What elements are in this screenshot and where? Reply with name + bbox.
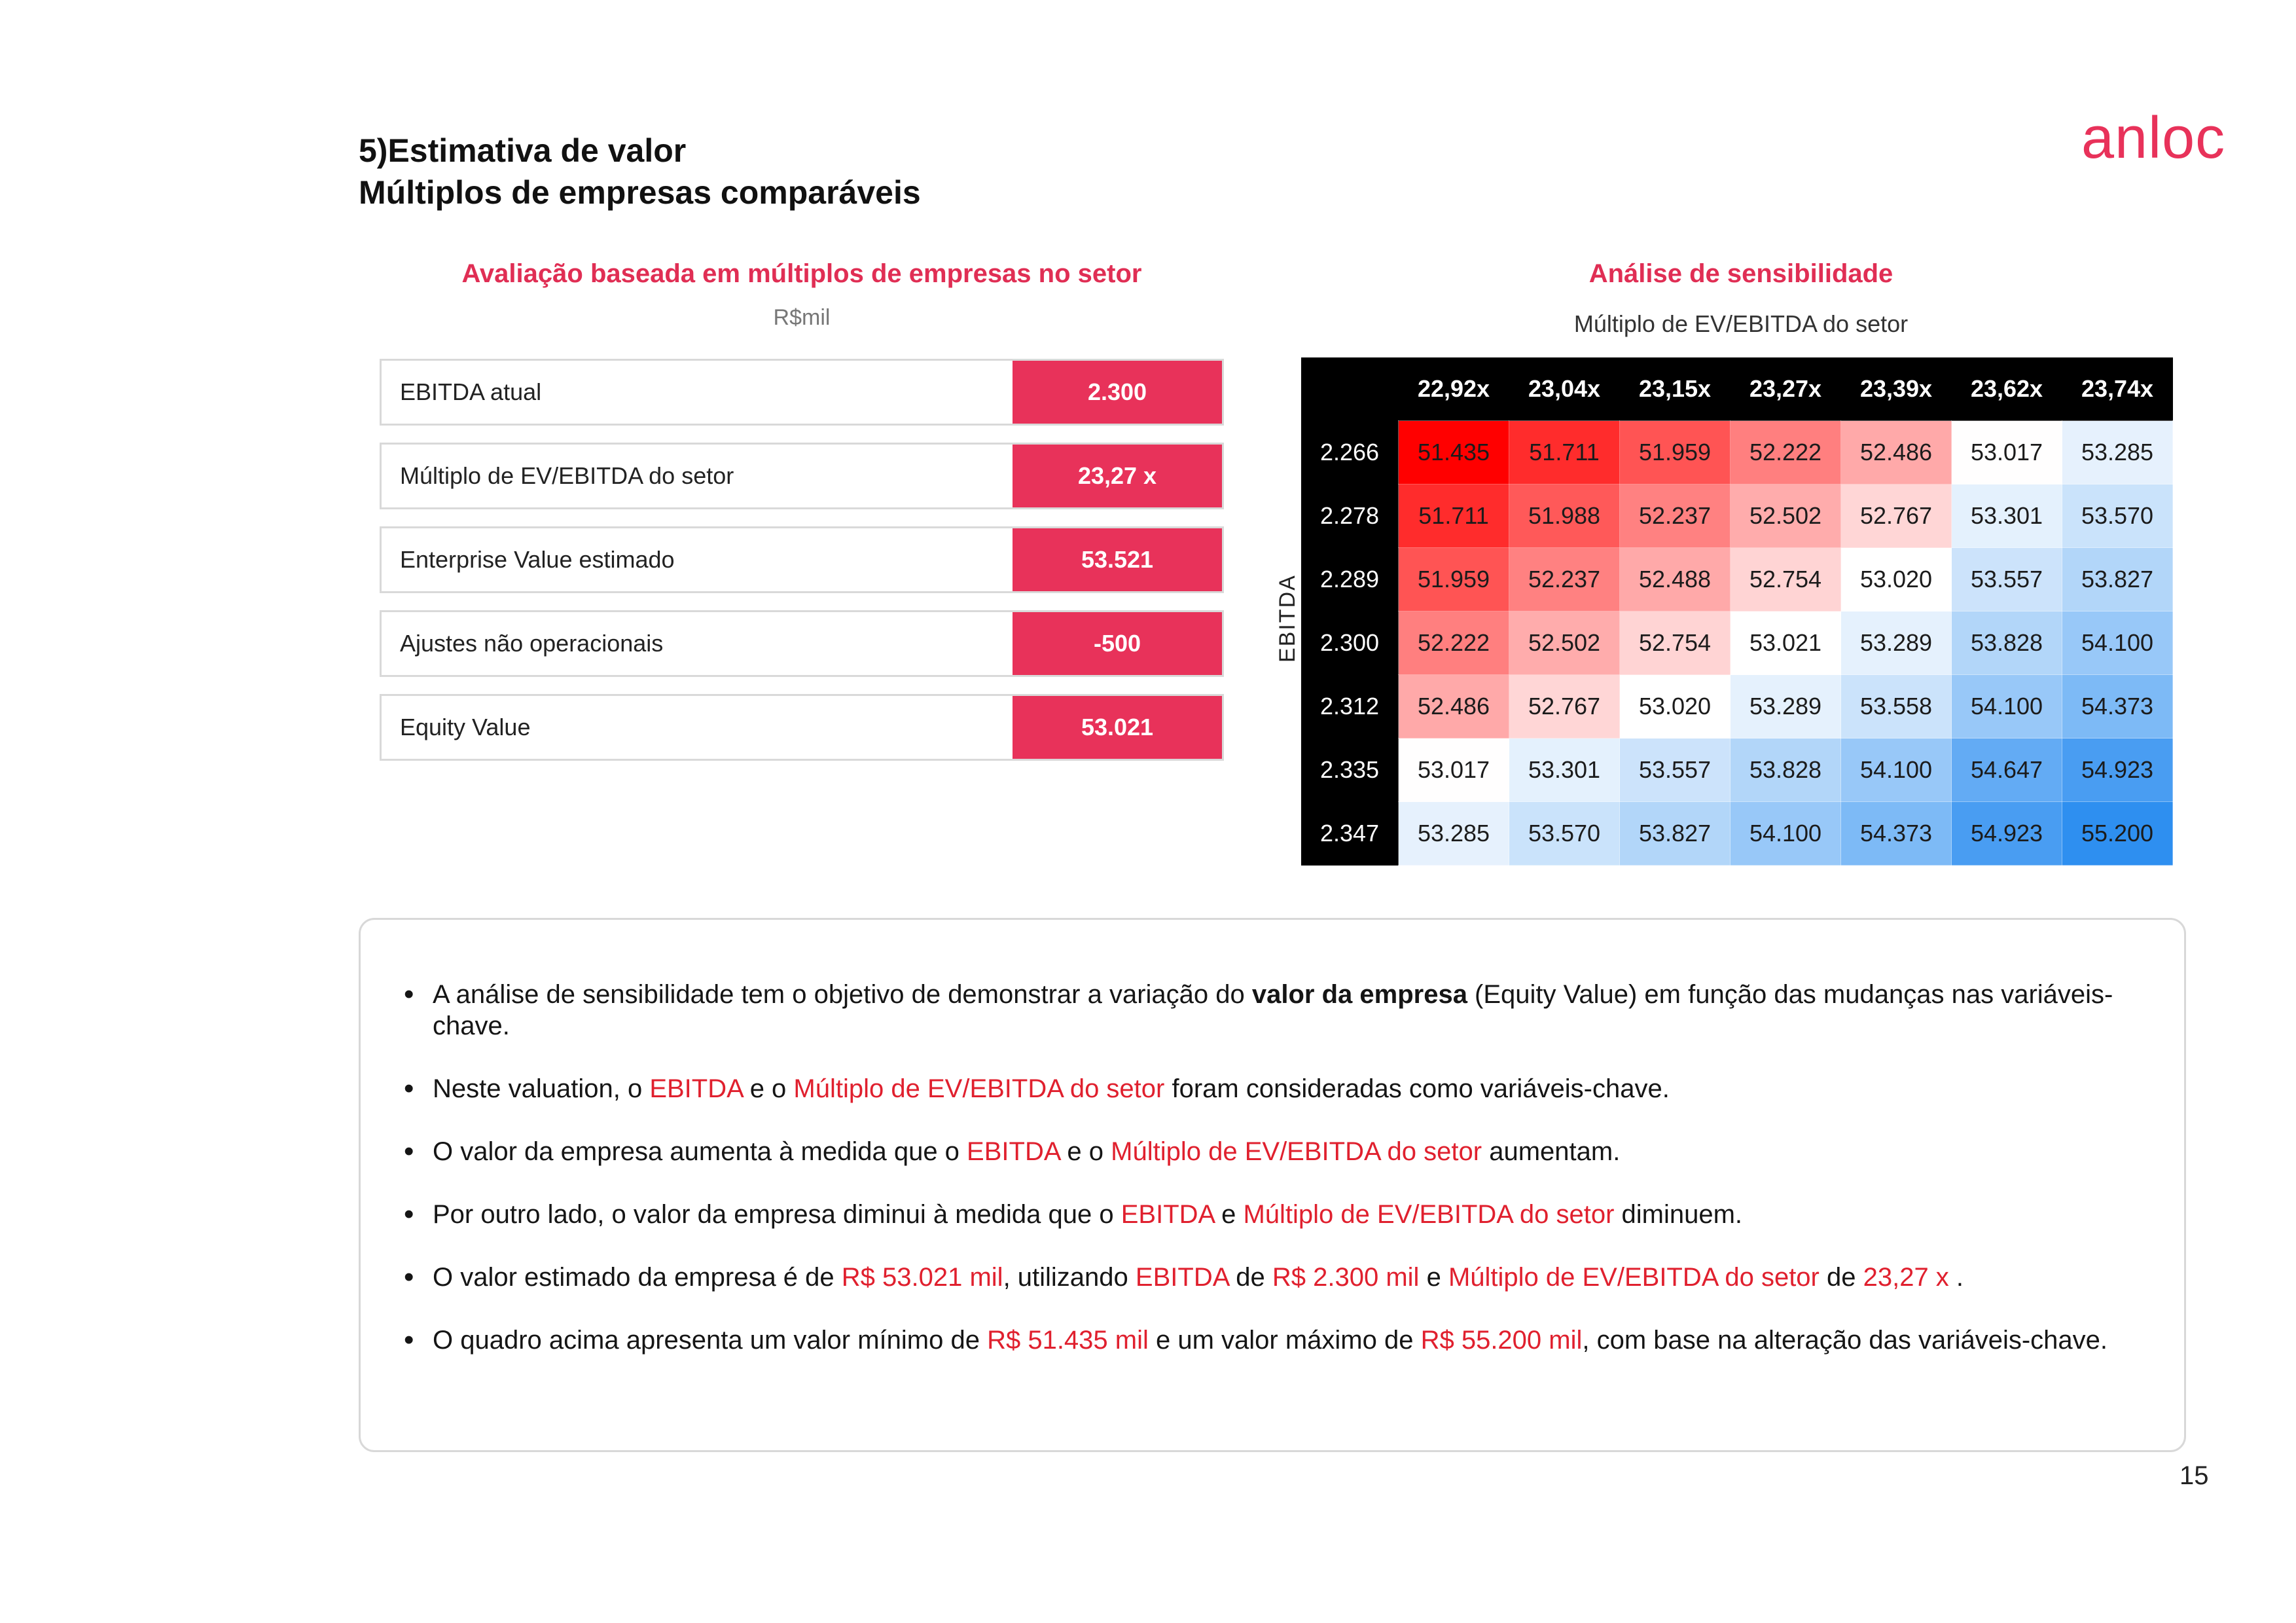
- valuation-row-enterprise-value: [380, 526, 1224, 593]
- note-text: O valor estimado da empresa é de: [433, 1263, 842, 1292]
- sensitivity-column-header: 23,62x: [1952, 357, 2062, 421]
- sensitivity-cell: 52.502: [1731, 484, 1841, 548]
- note-bold: valor da empresa: [1251, 980, 1467, 1009]
- sensitivity-row-header: 2.335: [1301, 739, 1399, 802]
- note-text: e o: [742, 1074, 794, 1103]
- sensitivity-cell: 53.557: [1620, 739, 1731, 802]
- sensitivity-cell: 52.767: [1841, 484, 1952, 548]
- sensitivity-column-header: 23,15x: [1620, 357, 1731, 421]
- note-highlight: Múltiplo de EV/EBITDA do setor: [793, 1074, 1165, 1103]
- sensitivity-cell: 53.020: [1841, 548, 1952, 611]
- sensitivity-body: [1301, 421, 2173, 866]
- note-text: diminuem.: [1614, 1200, 1743, 1229]
- note-text: .: [1948, 1263, 1964, 1292]
- sensitivity-cell: 53.301: [1509, 739, 1620, 802]
- sensitivity-column-axis-label: Múltiplo de EV/EBITDA do setor: [1573, 310, 1909, 337]
- sensitivity-column-header: 23,04x: [1509, 357, 1620, 421]
- note-item: [433, 1199, 2121, 1230]
- sensitivity-cell: 54.373: [1841, 802, 1952, 866]
- note-text: de: [1819, 1263, 1863, 1292]
- notes-box: [359, 918, 2186, 1452]
- valuation-value: 23,27 x: [1013, 445, 1222, 507]
- sensitivity-cell: 54.100: [1841, 739, 1952, 802]
- note-item: [433, 1073, 2121, 1104]
- sensitivity-row-header: 2.289: [1301, 548, 1399, 611]
- valuation-value: 2.300: [1013, 361, 1222, 424]
- sensitivity-cell: 52.486: [1399, 675, 1509, 739]
- sensitivity-cell: 52.488: [1620, 548, 1731, 611]
- sensitivity-cell: 53.828: [1731, 739, 1841, 802]
- sensitivity-cell: 52.486: [1841, 421, 1952, 484]
- sensitivity-row: [1301, 611, 2173, 675]
- sensitivity-cell: 53.828: [1952, 611, 2062, 675]
- sensitivity-cell: 53.570: [1509, 802, 1620, 866]
- note-item: [433, 1136, 2121, 1167]
- note-text: Neste valuation, o: [433, 1074, 650, 1103]
- sensitivity-cell: 54.923: [1952, 802, 2062, 866]
- sensitivity-row: [1301, 739, 2173, 802]
- sensitivity-header-row: [1301, 357, 2173, 421]
- note-text: A análise de sensibilidade tem o objetivo de demonstrar a variação do: [433, 980, 1252, 1009]
- anloc-logo: anloc: [2081, 105, 2226, 171]
- sensitivity-cell: 54.373: [2062, 675, 2173, 739]
- sensitivity-cell: 53.558: [1841, 675, 1952, 739]
- sensitivity-cell: 51.959: [1620, 421, 1731, 484]
- note-text: e o: [1060, 1137, 1111, 1166]
- sensitivity-row: [1301, 802, 2173, 866]
- sensitivity-row: [1301, 548, 2173, 611]
- sensitivity-cell: 53.285: [1399, 802, 1509, 866]
- sensitivity-cell: 53.021: [1731, 611, 1841, 675]
- sensitivity-column-header: 23,74x: [2062, 357, 2173, 421]
- sensitivity-cell: 53.827: [1620, 802, 1731, 866]
- note-item: [433, 1262, 2121, 1293]
- sensitivity-cell: 52.502: [1509, 611, 1620, 675]
- note-text: , com base na alteração das variáveis-chave.: [1582, 1326, 2108, 1355]
- sensitivity-row: [1301, 421, 2173, 484]
- valuation-unit: R$mil: [773, 305, 831, 330]
- sensitivity-heading: Análise de sensibilidade: [1588, 259, 1893, 288]
- sensitivity-table: [1301, 357, 2173, 866]
- valuation-label: Equity Value: [400, 714, 531, 740]
- sensitivity-cell: 52.237: [1509, 548, 1620, 611]
- valuation-heading: Avaliação baseada em múltiplos de empresas no setor: [461, 259, 1142, 288]
- note-text: O valor da empresa aumenta à medida que o: [433, 1137, 967, 1166]
- sensitivity-cell: 53.827: [2062, 548, 2173, 611]
- sensitivity-cell: 53.017: [1399, 739, 1509, 802]
- sensitivity-row-header: 2.347: [1301, 802, 1399, 866]
- note-highlight: R$ 51.435 mil: [987, 1326, 1149, 1355]
- sensitivity-row-header: 2.266: [1301, 421, 1399, 484]
- sensitivity-cell: 54.100: [2062, 611, 2173, 675]
- sensitivity-cell: 53.301: [1952, 484, 2062, 548]
- sensitivity-row-header: 2.312: [1301, 675, 1399, 739]
- sensitivity-cell: 51.988: [1509, 484, 1620, 548]
- note-highlight: R$ 53.021 mil: [841, 1263, 1003, 1292]
- note-highlight: EBITDA: [967, 1137, 1060, 1166]
- note-text: O quadro acima apresenta um valor mínimo de: [433, 1326, 988, 1355]
- sensitivity-row: [1301, 484, 2173, 548]
- sensitivity-cell: 53.289: [1731, 675, 1841, 739]
- sensitivity-cell: 52.237: [1620, 484, 1731, 548]
- valuation-row-multiple: [380, 443, 1224, 509]
- valuation-row-equity-value: [380, 694, 1224, 761]
- valuation-value: -500: [1013, 612, 1222, 675]
- note-item: [433, 979, 2121, 1042]
- sensitivity-cell: 53.017: [1952, 421, 2062, 484]
- sensitivity-column-header: 22,92x: [1399, 357, 1509, 421]
- page-number: 15: [2179, 1461, 2209, 1490]
- sensitivity-cell: 55.200: [2062, 802, 2173, 866]
- note-text: e: [1213, 1200, 1244, 1229]
- title-line-2: Múltiplos de empresas comparáveis: [359, 174, 921, 211]
- sensitivity-cell: 53.289: [1841, 611, 1952, 675]
- note-text: (Equity Value) em função das mudanças nas variáveis-chave.: [433, 980, 2113, 1040]
- sensitivity-cell: 52.754: [1731, 548, 1841, 611]
- sensitivity-cell: 53.570: [2062, 484, 2173, 548]
- sensitivity-row-axis-label: EBITDA: [1275, 574, 1300, 663]
- note-text: e um valor máximo de: [1148, 1326, 1421, 1355]
- note-highlight: 23,27 x: [1863, 1263, 1949, 1292]
- sensitivity-cell: 52.754: [1620, 611, 1731, 675]
- valuation-label: EBITDA atual: [400, 378, 542, 405]
- note-text: de: [1229, 1263, 1272, 1292]
- note-text: aumentam.: [1482, 1137, 1621, 1166]
- note-highlight: Múltiplo de EV/EBITDA do setor: [1111, 1137, 1482, 1166]
- page-title: [359, 130, 921, 213]
- sensitivity-cell: 54.100: [1731, 802, 1841, 866]
- note-text: foram consideradas como variáveis-chave.: [1164, 1074, 1670, 1103]
- valuation-label: Enterprise Value estimado: [400, 546, 675, 573]
- sensitivity-cell: 52.222: [1399, 611, 1509, 675]
- sensitivity-cell: 53.557: [1952, 548, 2062, 611]
- sensitivity-cell: 51.711: [1509, 421, 1620, 484]
- note-highlight: Múltiplo de EV/EBITDA do setor: [1448, 1263, 1820, 1292]
- sensitivity-row-header: 2.278: [1301, 484, 1399, 548]
- note-highlight: R$ 2.300 mil: [1272, 1263, 1420, 1292]
- valuation-row-ebitda: [380, 359, 1224, 426]
- sensitivity-cell: 53.285: [2062, 421, 2173, 484]
- note-text: Por outro lado, o valor da empresa diminui à medida que o: [433, 1200, 1121, 1229]
- sensitivity-column-header: 23,39x: [1841, 357, 1952, 421]
- valuation-value: 53.521: [1013, 528, 1222, 591]
- sensitivity-cell: 54.100: [1952, 675, 2062, 739]
- valuation-row-adjustments: [380, 610, 1224, 677]
- sensitivity-cell: 54.647: [1952, 739, 2062, 802]
- note-highlight: Múltiplo de EV/EBITDA do setor: [1243, 1200, 1615, 1229]
- sensitivity-cell: 51.711: [1399, 484, 1509, 548]
- note-highlight: R$ 55.200 mil: [1420, 1326, 1583, 1355]
- notes-list: [433, 979, 2121, 1387]
- sensitivity-corner-cell: [1301, 357, 1399, 421]
- sensitivity-cell: 52.222: [1731, 421, 1841, 484]
- note-highlight: EBITDA: [1121, 1200, 1214, 1229]
- valuation-value: 53.021: [1013, 696, 1222, 759]
- valuation-label: Múltiplo de EV/EBITDA do setor: [400, 462, 734, 489]
- sensitivity-column-header: 23,27x: [1731, 357, 1841, 421]
- sensitivity-cell: 54.923: [2062, 739, 2173, 802]
- note-highlight: EBITDA: [649, 1074, 743, 1103]
- sensitivity-cell: 51.435: [1399, 421, 1509, 484]
- note-highlight: EBITDA: [1135, 1263, 1229, 1292]
- sensitivity-row: [1301, 675, 2173, 739]
- valuation-label: Ajustes não operacionais: [400, 630, 664, 657]
- sensitivity-cell: 52.767: [1509, 675, 1620, 739]
- note-text: , utilizando: [1003, 1263, 1136, 1292]
- sensitivity-cell: 51.959: [1399, 548, 1509, 611]
- note-text: e: [1419, 1263, 1448, 1292]
- note-item: [433, 1324, 2121, 1356]
- sensitivity-cell: 53.020: [1620, 675, 1731, 739]
- sensitivity-row-header: 2.300: [1301, 611, 1399, 675]
- title-line-1: 5)Estimativa de valor: [359, 132, 687, 169]
